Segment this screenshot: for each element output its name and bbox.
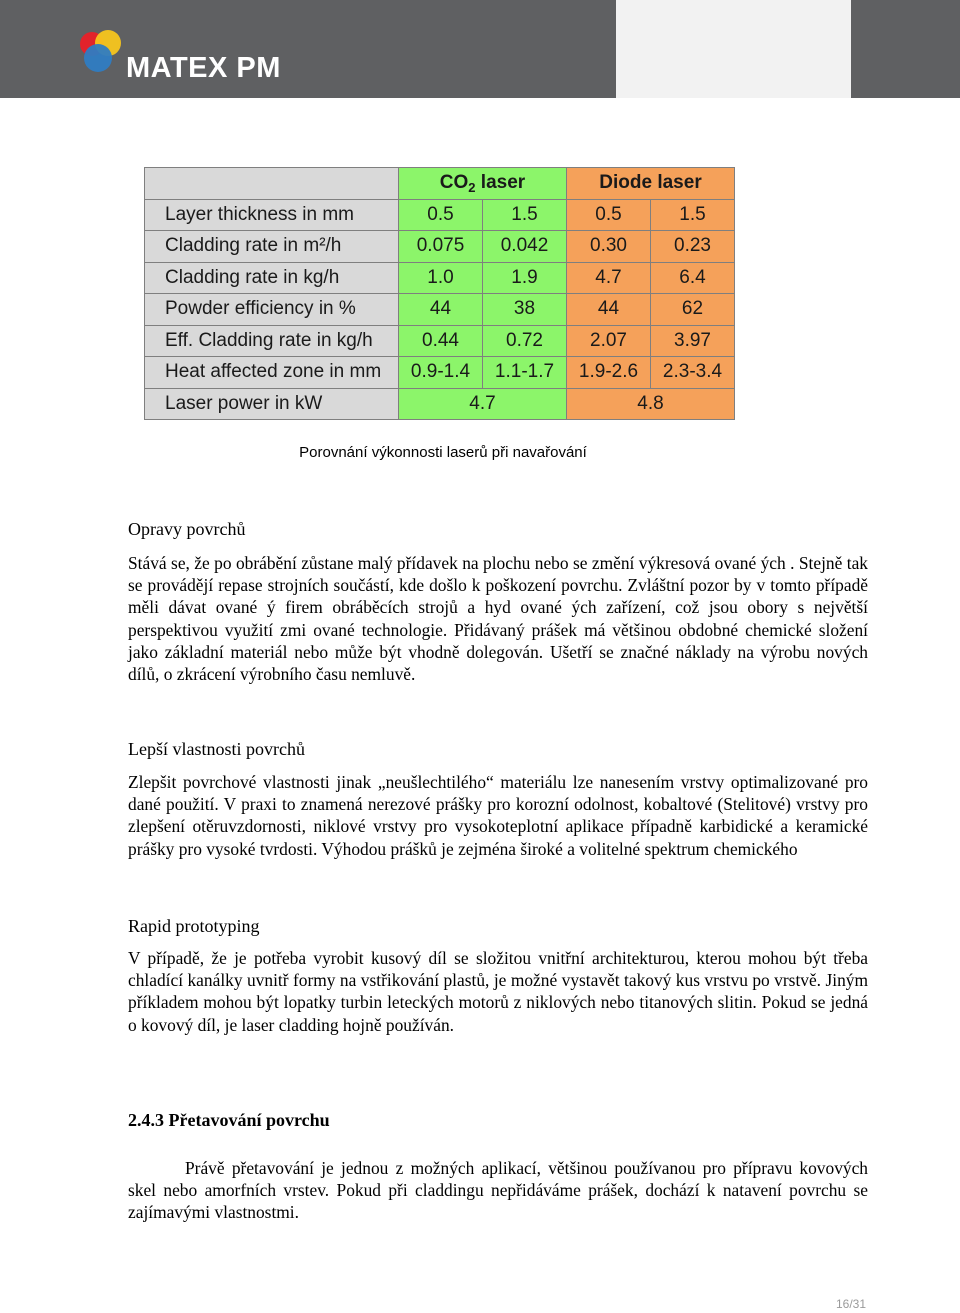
section-paragraph: V případě, že je potřeba vyrobit kusový díl se složitou vnitřní architekturou, kterou mohou být třeba chladící kanálky uvnitř formy na vstřikování plastů, je možné vystavět takový kus vrstvu po vrstvě. Jiným příkladem mohou být lopatky turbin leteckých motorů z niklových nebo titanových slitin. Pokud se jedná o kovový díl, je laser cladding hojně používán.	[128, 948, 868, 1035]
cell-value: 4.7	[399, 388, 567, 420]
page-header	[0, 0, 960, 98]
cell-value: 0.30	[567, 231, 651, 263]
row-label: Layer thickness in mm	[145, 199, 399, 231]
cell-value: 0.042	[483, 231, 567, 263]
table-row	[145, 262, 735, 294]
section-heading: Rapid prototyping	[128, 916, 260, 936]
cell-value: 62	[651, 294, 735, 326]
row-label: Heat affected zone in mm	[145, 357, 399, 389]
cell-value: 4.7	[567, 262, 651, 294]
cell-value: 44	[567, 294, 651, 326]
header-empty-cell	[145, 168, 399, 200]
cell-value: 0.5	[567, 199, 651, 231]
table-row	[145, 294, 735, 326]
cell-value: 3.97	[651, 325, 735, 357]
section-paragraph: Stává se, že po obrábění zůstane malý přídavek na plochu nebo se změní výkresová ované ých . Stejně tak se provádějí repase strojních součástí, kde došlo k poškození povrchu. Zvláštní pozor by v tomto případě měli dávat ované ý firem obráběcích strojů a hyd ované ých zařízení, což jsou obory s největší perspektivou využití zmi ované technologie. Přidávaný prášek má většinou obdobné chemické složení jako základní materiál nebo může být vhodně dolegován. Ušetří se značné náklady na výrobu nových dílů, o zkrácení výrobního času nemluvě.	[128, 553, 868, 685]
final-paragraph: Právě přetavování je jednou z možných aplikací, většinou používanou pro přípravu kovových skel nebo amorfních vrstev. Pokud při claddingu nepřidáváme prášek, dochází k natavení povrchu se zajímavými vlastnostmi.	[128, 1158, 868, 1223]
laser-comparison-table	[144, 167, 735, 420]
brand-logo[interactable]	[78, 30, 318, 82]
cell-value: 2.07	[567, 325, 651, 357]
table-caption: Porovnání výkonnosti laserů při navařování	[299, 444, 587, 461]
cell-value: 1.5	[651, 199, 735, 231]
section-heading: Lepší vlastnosti povrchů	[128, 739, 305, 759]
cell-value: 44	[399, 294, 483, 326]
cell-value: 0.72	[483, 325, 567, 357]
row-label: Eff. Cladding rate in kg/h	[145, 325, 399, 357]
cell-value: 4.8	[567, 388, 735, 420]
table-row	[145, 325, 735, 357]
cell-value: 0.9-1.4	[399, 357, 483, 389]
table-header-row	[145, 168, 735, 200]
table-row	[145, 357, 735, 389]
header-bar-right	[851, 0, 960, 98]
header-diode-laser: Diode laser	[567, 168, 735, 200]
row-label: Cladding rate in kg/h	[145, 262, 399, 294]
section-heading: Opravy povrchů	[128, 519, 246, 539]
cell-value: 1.9-2.6	[567, 357, 651, 389]
section-paragraph: Zlepšit povrchové vlastnosti jinak „neušlechtilého“ materiálu lze nanesením vrstvy optimalizované pro dané použití. V praxi to znamená nerezové prášky pro korozní odolnost, kobaltové (Stelitové) vrstvy pro zlepšení otěruvzdornosti, niklové vrstvy pro vysokoteplotní aplikace případně karbidické a keramické prášky pro vysoké tvrdosti. Výhodou prášků je zejména široké a volitelné spektrum chemického	[128, 772, 868, 859]
cell-value: 6.4	[651, 262, 735, 294]
section-title: 2.4.3 Přetavování povrchu	[128, 1110, 330, 1130]
row-label: Powder efficiency in %	[145, 294, 399, 326]
table-row	[145, 231, 735, 263]
cell-value: 1.5	[483, 199, 567, 231]
header-co2-laser: $CO_2$ laser	[399, 168, 567, 200]
cell-value: 38	[483, 294, 567, 326]
cell-value: 2.3-3.4	[651, 357, 735, 389]
cell-value: 1.0	[399, 262, 483, 294]
cell-value: 0.23	[651, 231, 735, 263]
row-label: Cladding rate in m²/h	[145, 231, 399, 263]
page-number: 16/31	[836, 1297, 867, 1311]
cell-value: 1.1-1.7	[483, 357, 567, 389]
brand-name: MATEX PM	[126, 52, 281, 84]
cell-value: 0.44	[399, 325, 483, 357]
row-label: Laser power in kW	[145, 388, 399, 420]
cell-value: 1.9	[483, 262, 567, 294]
header-light-block	[616, 0, 851, 98]
table-row	[145, 199, 735, 231]
cell-value: 0.075	[399, 231, 483, 263]
table-row	[145, 388, 735, 420]
cell-value: 0.5	[399, 199, 483, 231]
